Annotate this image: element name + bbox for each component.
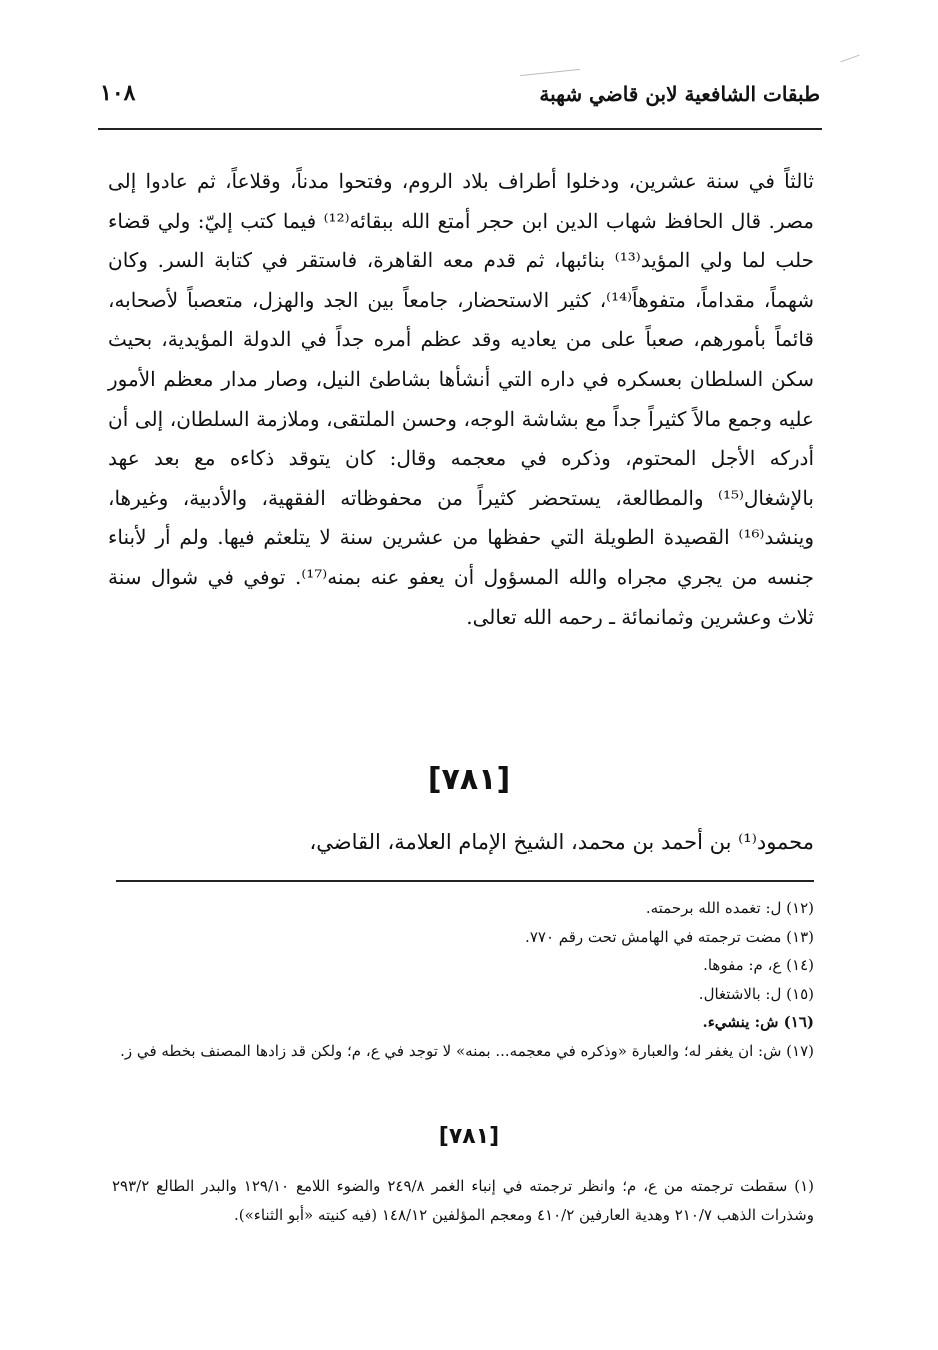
entry-name-line: محمود⁽¹⁾ بن أحمد بن محمد، الشيخ الإمام العلامة، القاضي،	[309, 830, 814, 854]
footnote-17: (١٧) ش: ان يغفر له؛ والعبارة «وذكره في معجمه... بمنه» لا توجد في ع، م؛ ولكن قد زادها المصنف بخطه في ز.	[120, 1041, 814, 1060]
entry-footnotes	[112, 1172, 814, 1229]
scan-mark	[840, 55, 859, 63]
footnote-entry-1: (١) سقطت ترجمته من ع، م؛ وانظر ترجمته في إنباء الغمر ٢٤٩/٨ والضوء اللامع ١٢٩/١٠ والبدر الطالع ٢٩٣/٢ وشذرات الذهب ٢١٠/٧ وهدية العارفين ٤١٠/٢ ومعجم المؤلفين ١٤٨/١٢ (فيه كنيته «أبو الثناء»).	[112, 1177, 814, 1224]
footnote-entry-number: [٧٨١]	[438, 1124, 500, 1149]
footnote-14: (١٤) ع، م: مفوها.	[703, 956, 814, 974]
book-title: طبقات الشافعية لابن قاضي شهبة	[539, 82, 820, 106]
body-paragraph: ثالثاً في سنة عشرين، ودخلوا أطراف بلاد الروم، وفتحوا مدناً، وقلاعاً، ثم عادوا إلى مصر. قال الحافظ شهاب الدين ابن حجر أمتع الله ببقائه⁽¹²⁾ فيما كتب إليّ: ولي قضاء حلب لما ولي المؤيد⁽¹³⁾ بنائبها، ثم قدم معه القاهرة، فاستقر في كتابة السر. وكان شهماً، مقداماً، متفوهاً⁽¹⁴⁾، كثير الاستحضار، جامعاً بين الجد والهزل، متعصباً لأصحابه، قائماً بأمورهم، صعباً على من يعاديه وقد عظم أمره جداً في الدولة المؤيدية، بحيث سكن السلطان بعسكره في داره التي أنشأها بشاطئ النيل، وصار مدار معظم الأمور عليه وجمع مالاً كثيراً جداً مع بشاشة الوجه، وحسن الملتقى، وملازمة السلطان، إلى أن أدركه الأجل المحتوم، وذكره في معجمه وقال: كان يتوقد ذكاءه مع بعد عهد بالإشغال⁽¹⁵⁾ والمطالعة، يستحضر كثيراً من محفوظاته الفقهية، والأدبية، وغيرها، وينشد⁽¹⁶⁾ القصيدة الطويلة التي حفظها من عشرين سنة لا يتلعثم فيها. ولم أر لأبناء جنسه من يجري مجراه والله المسؤول أن يعفو عنه بمنه⁽¹⁷⁾. توفي في شوال سنة ثلاث وعشرين وثمانمائة ـ رحمه الله تعالى.	[108, 169, 815, 629]
main-text	[108, 162, 814, 637]
page-number: ١٠٨	[100, 80, 136, 106]
footnote-rule	[116, 880, 814, 882]
footnote-12: (١٢) ل: تغمده الله برحمته.	[645, 899, 814, 917]
scan-mark	[520, 69, 580, 76]
footnote-16: (١٦) ش: ينشيء.	[702, 1013, 814, 1031]
footnotes	[112, 894, 814, 1065]
footnote-15: (١٥) ل: بالاشتغال.	[698, 984, 814, 1003]
entry-number: [٧٨١]	[427, 762, 511, 797]
footnote-13: (١٣) مضت ترجمته في الهامش تحت رقم ٧٧٠.	[525, 927, 814, 946]
header-rule	[98, 128, 822, 130]
running-header	[100, 78, 820, 118]
